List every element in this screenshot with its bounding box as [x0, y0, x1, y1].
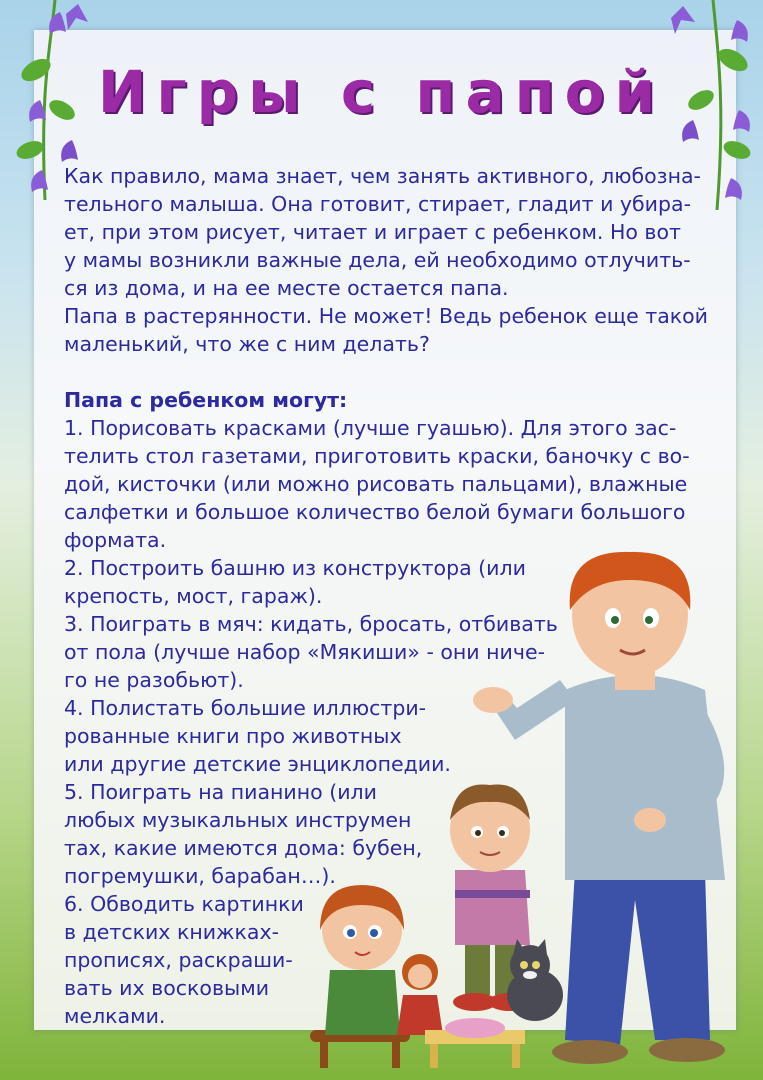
list-line: вать их восковыми	[64, 976, 270, 1000]
toy-table-illustration	[420, 1010, 530, 1070]
list-line: 6. Обводить картинки	[64, 892, 304, 916]
list-line: 3. Поиграть в мяч: кидать, бросать, отбивать	[64, 612, 558, 636]
list-line: го не разобьют).	[64, 668, 244, 692]
list-line: мелками.	[64, 1004, 166, 1028]
intro-line: у мамы возникли важные дела, ей необходимо отлучить-	[64, 248, 691, 272]
list-line: 1. Порисовать красками (лучше гуашью). Для этого зас-	[64, 416, 677, 440]
list-line: тах, какие имеются дома: бубен,	[64, 836, 423, 860]
list-line: от пола (лучше набор «Мякиши» - они ниче-	[64, 640, 545, 664]
intro-line: ся из дома, и на ее месте остается папа.	[64, 276, 509, 300]
list-line: дой, кисточки (или можно рисовать пальцами), влажные	[64, 472, 688, 496]
intro-line: тельного малыша. Она готовит, стирает, гладит и убира-	[64, 192, 691, 216]
list-line: формата.	[64, 528, 167, 552]
list-line: в детских книжках-	[64, 920, 279, 944]
list-line: прописях, раскраши-	[64, 948, 293, 972]
list-line: погремушки, барабан…).	[64, 864, 336, 888]
list-line: рованные книги про животных	[64, 724, 402, 748]
list-line: салфетки и большое количество белой бумаги большого	[64, 500, 686, 524]
intro-line: маленький, что же с ним делать?	[64, 332, 430, 356]
intro-line: Папа в растерянности. Не может! Ведь ребенок еще такой	[64, 304, 708, 328]
intro-line: Как правило, мама знает, чем занять активного, любозна-	[64, 164, 701, 188]
list-line: 4. Полистать большие иллюстри-	[64, 696, 427, 720]
list-line: или другие детские энциклопедии.	[64, 752, 451, 776]
list-heading: Папа с ребенком могут:	[64, 388, 348, 412]
list-line: любых музыкальных инструмен	[64, 808, 412, 832]
list-line: 5. Поиграть на пианино (или	[64, 780, 377, 804]
list-line: крепость, мост, гараж).	[64, 584, 323, 608]
list-line: 2. Построить башню из конструктора (или	[64, 556, 526, 580]
list-line: телить стол газетами, приготовить краски, баночку с во-	[64, 444, 690, 468]
page-title: Игры с папой	[97, 58, 666, 126]
intro-line: ет, при этом рисует, читает и играет с ребенком. Но вот	[64, 220, 682, 244]
